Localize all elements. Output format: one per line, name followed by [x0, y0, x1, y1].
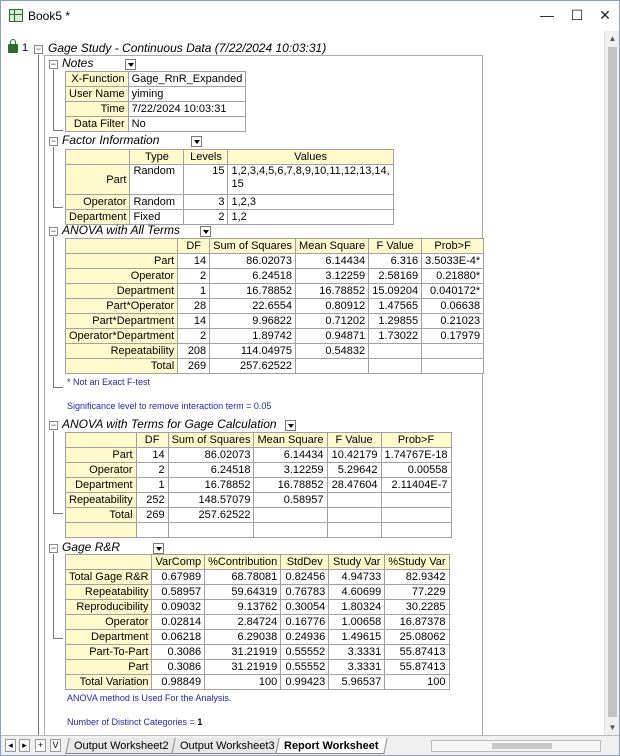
row-label: Reproducibility	[66, 600, 152, 615]
gage-rr-title: Gage R&R	[62, 540, 121, 554]
cell[interactable]: 0.94871	[296, 329, 369, 344]
cell[interactable]: 100	[205, 675, 281, 690]
cell[interactable]: 4.94733	[329, 570, 385, 585]
col-header: VarComp	[152, 555, 205, 570]
anova-gage-table	[65, 432, 452, 538]
cell[interactable]	[228, 165, 393, 195]
cell[interactable]: 252	[136, 493, 168, 508]
prev-sheet-icon[interactable]: ◂	[5, 739, 16, 752]
col-header: Mean Square	[296, 239, 369, 254]
lock-icon	[8, 44, 18, 53]
gage-rr-method-note: ANOVA method is Used For the Analysis.	[67, 693, 232, 703]
cell[interactable]: 3.3331	[329, 660, 385, 675]
cell[interactable]: 0.21880*	[422, 269, 484, 284]
cell[interactable]: 148.57079	[168, 493, 254, 508]
anova-all-dropdown-icon[interactable]	[200, 226, 211, 237]
cell[interactable]: 59.64319	[205, 585, 281, 600]
cell[interactable]: 0.82456	[281, 570, 329, 585]
cell[interactable]	[381, 508, 451, 523]
anova-all-table	[65, 238, 484, 374]
cell[interactable]: 1	[136, 478, 168, 493]
cell[interactable]: 1,2	[228, 210, 393, 225]
row-number: 1	[22, 42, 29, 54]
cell[interactable]: 269	[178, 359, 210, 374]
cell[interactable]: 0.3086	[152, 645, 205, 660]
cell[interactable]: 3.12259	[254, 463, 327, 478]
notes-dropdown-icon[interactable]	[125, 59, 136, 70]
col-header: Prob>F	[381, 433, 451, 448]
notes-label: Data Filter	[66, 117, 129, 132]
tab-output-worksheet2[interactable]	[65, 738, 177, 754]
cell[interactable]: 0.06218	[152, 630, 205, 645]
factor-info-table	[65, 149, 394, 225]
title-bar[interactable]	[1, 1, 619, 31]
notes-title: Notes	[62, 56, 94, 70]
cell[interactable]: 269	[136, 508, 168, 523]
cell[interactable]: 3.3331	[329, 645, 385, 660]
cell[interactable]: 5.29642	[327, 463, 381, 478]
cell[interactable]: 1.73022	[369, 329, 422, 344]
notes-value[interactable]: No	[128, 117, 246, 132]
categories-value: 1	[197, 717, 203, 727]
cell[interactable]: 0.80912	[296, 299, 369, 314]
horizontal-scrollbar[interactable]	[431, 740, 601, 752]
cell[interactable]: 0.71202	[296, 314, 369, 329]
col-header: Values	[228, 150, 393, 165]
cell[interactable]: 0.67989	[152, 570, 205, 585]
values-line: 1,2,3,4,5,6,7,8,9,10,11,12,13,14,	[231, 165, 390, 177]
cell[interactable]	[296, 359, 369, 374]
gage-rr-dropdown-icon[interactable]	[153, 543, 164, 554]
workbook-icon	[9, 9, 23, 22]
collapse-notes-toggle[interactable]: −	[50, 59, 57, 69]
cell[interactable]: 100	[385, 675, 449, 690]
cell[interactable]: 31.21919	[205, 645, 281, 660]
row-label: Part	[66, 448, 137, 463]
col-header: Mean Square	[254, 433, 327, 448]
cell[interactable]: 30.2285	[385, 600, 449, 615]
cell[interactable]	[422, 359, 484, 374]
row-label: Operator*Department	[66, 329, 178, 344]
notes-label: User Name	[66, 87, 129, 102]
cell[interactable]	[422, 344, 484, 359]
row-label: Total Gage R&R	[66, 570, 152, 585]
cell[interactable]: 0.3086	[152, 660, 205, 675]
row-label: Operator	[66, 195, 130, 210]
row-label: Operator	[66, 615, 152, 630]
vertical-scrollbar[interactable]	[604, 31, 619, 735]
cell[interactable]: 3	[184, 195, 228, 210]
cell[interactable]: 1.00658	[329, 615, 385, 630]
cell[interactable]: 0.76783	[281, 585, 329, 600]
cell[interactable]: 15	[184, 165, 228, 195]
cell[interactable]: 1.47565	[369, 299, 422, 314]
cell[interactable]: 6.14434	[296, 254, 369, 269]
col-header: DF	[178, 239, 210, 254]
cell[interactable]: 2.11404E-7	[381, 478, 451, 493]
collapse-report-toggle[interactable]: −	[35, 44, 42, 54]
row-label: Operator	[66, 269, 178, 284]
cell[interactable]: 1.89742	[210, 329, 296, 344]
scroll-thumb[interactable]	[608, 47, 617, 717]
cell[interactable]: 9.13762	[205, 600, 281, 615]
factor-info-dropdown-icon[interactable]	[191, 136, 202, 147]
cell[interactable]: 0.040172*	[422, 284, 484, 299]
cell[interactable]: 2.84724	[205, 615, 281, 630]
cell[interactable]: 68.78081	[205, 570, 281, 585]
cell[interactable]	[369, 359, 422, 374]
maximize-button[interactable]: ☐	[570, 7, 584, 23]
cell[interactable]: 0.09032	[152, 600, 205, 615]
cell[interactable]: 0.16776	[281, 615, 329, 630]
row-label: Department	[66, 284, 178, 299]
cell[interactable]: 6.14434	[254, 448, 327, 463]
row-label: Department	[66, 478, 137, 493]
cell[interactable]: 0.21023	[422, 314, 484, 329]
collapse-anova-all-toggle[interactable]: −	[50, 226, 57, 236]
cell[interactable]: 16.78852	[168, 478, 254, 493]
col-header: F Value	[327, 433, 381, 448]
cell[interactable]: 25.08062	[385, 630, 449, 645]
cell[interactable]: 1.80324	[329, 600, 385, 615]
cell[interactable]	[327, 493, 381, 508]
cell[interactable]	[327, 508, 381, 523]
cell[interactable]: Fixed	[130, 210, 184, 225]
scroll-up-icon[interactable]: ▲	[608, 34, 617, 43]
gage-rr-table	[65, 554, 450, 690]
anova-gage-title: ANOVA with Terms for Gage Calculation	[62, 417, 277, 431]
col-header: %Contribution	[205, 555, 281, 570]
cell[interactable]: 86.02073	[210, 254, 296, 269]
cell[interactable]: 6.29038	[205, 630, 281, 645]
cell[interactable]: 0.58957	[152, 585, 205, 600]
cell[interactable]: 0.99423	[281, 675, 329, 690]
cell[interactable]: 14	[136, 448, 168, 463]
cell[interactable]: 257.62522	[210, 359, 296, 374]
cell[interactable]: 55.87413	[385, 660, 449, 675]
minimize-button[interactable]: —	[540, 7, 554, 23]
cell[interactable]: 9.96822	[210, 314, 296, 329]
cell[interactable]: 208	[178, 344, 210, 359]
cell[interactable]: Random	[130, 195, 184, 210]
cell[interactable]: 22.6554	[210, 299, 296, 314]
cell[interactable]: 1.49615	[329, 630, 385, 645]
tab-report-worksheet[interactable]	[275, 738, 387, 754]
row-label: Department	[66, 210, 130, 225]
cell[interactable]: 3.5033E-4*	[422, 254, 484, 269]
anova-all-significance-note: Significance level to remove interaction term = 0.05	[67, 401, 272, 411]
cell[interactable]: Random	[130, 165, 184, 195]
sheet-tab-bar	[1, 735, 619, 755]
col-header: Levels	[184, 150, 228, 165]
row-label: Part	[66, 660, 152, 675]
cell[interactable]: 14	[178, 314, 210, 329]
col-header: DF	[136, 433, 168, 448]
col-header: StdDev	[281, 555, 329, 570]
values-line: 15	[231, 178, 244, 190]
cell[interactable]	[381, 493, 451, 508]
cell[interactable]: 16.78852	[254, 478, 327, 493]
report-title: Gage Study - Continuous Data (7/22/2024 10:03:31)	[48, 41, 327, 55]
close-button[interactable]: ✕	[599, 7, 611, 23]
cell[interactable]: 0.24936	[281, 630, 329, 645]
notes-label: X-Function	[66, 72, 129, 87]
collapse-gage-rr-toggle[interactable]: −	[50, 543, 57, 553]
col-header: Prob>F	[422, 239, 484, 254]
cell[interactable]: 1	[178, 284, 210, 299]
collapse-anova-gage-toggle[interactable]: −	[50, 420, 57, 430]
cell[interactable]: 28.47604	[327, 478, 381, 493]
cell[interactable]: 114.04975	[210, 344, 296, 359]
add-sheet-icon[interactable]: +	[35, 739, 46, 752]
col-header: Type	[130, 150, 184, 165]
row-label: Total	[66, 508, 137, 523]
report-sheet	[1, 31, 619, 735]
scroll-down-icon[interactable]: ▼	[608, 723, 617, 732]
cell[interactable]: 16.87378	[385, 615, 449, 630]
cell[interactable]: 257.62522	[168, 508, 254, 523]
notes-value[interactable]: Gage_RnR_Expanded	[128, 72, 246, 87]
row-label: Repeatability	[66, 344, 178, 359]
anova-all-footnote: * Not an Exact F-test	[67, 377, 151, 387]
cell[interactable]	[254, 508, 327, 523]
cell[interactable]: 2	[184, 210, 228, 225]
factor-info-title: Factor Information	[62, 133, 160, 147]
window-title: Book5 *	[28, 9, 71, 23]
row-label: Total Variation	[66, 675, 152, 690]
cell[interactable]: 6.24518	[168, 463, 254, 478]
cell[interactable]: 14	[178, 254, 210, 269]
cell[interactable]: 0.02814	[152, 615, 205, 630]
row-label: Operator	[66, 463, 137, 478]
row-label: Repeatability	[66, 585, 152, 600]
hscroll-thumb[interactable]	[492, 743, 552, 749]
cell[interactable]: 1,2,3	[228, 195, 393, 210]
cell[interactable]: 0.17979	[422, 329, 484, 344]
cell[interactable]: 3.12259	[296, 269, 369, 284]
cell[interactable]: 10.42179	[327, 448, 381, 463]
next-sheet-icon[interactable]: ▸	[19, 739, 30, 752]
notes-value[interactable]: yiming	[128, 87, 246, 102]
cell[interactable]: 86.02073	[168, 448, 254, 463]
row-label: Part-To-Part	[66, 645, 152, 660]
cell[interactable]: 82.9342	[385, 570, 449, 585]
tab-label: Report Worksheet	[284, 740, 379, 752]
cell[interactable]: 0.55552	[281, 645, 329, 660]
cell[interactable]: 6.316	[369, 254, 422, 269]
cell[interactable]: 0.30054	[281, 600, 329, 615]
cell[interactable]: 4.60699	[329, 585, 385, 600]
cell[interactable]: 2	[178, 329, 210, 344]
row-label: Department	[66, 630, 152, 645]
anova-all-title: ANOVA with All Terms	[62, 223, 181, 237]
cell[interactable]: 2	[136, 463, 168, 478]
col-header: F Value	[369, 239, 422, 254]
row-label: Part*Operator	[66, 299, 178, 314]
cell[interactable]: 0.55552	[281, 660, 329, 675]
cell[interactable]: 0.06638	[422, 299, 484, 314]
cell[interactable]: 0.54832	[296, 344, 369, 359]
row-label: Part	[66, 254, 178, 269]
cell[interactable]: 2.58169	[369, 269, 422, 284]
sheet-list-icon[interactable]: V	[50, 739, 61, 752]
cell[interactable]: 55.87413	[385, 645, 449, 660]
cell[interactable]: 16.78852	[210, 284, 296, 299]
notes-table	[65, 71, 246, 132]
col-header: Sum of Squares	[168, 433, 254, 448]
categories-label: Number of Distinct Categories =	[67, 717, 198, 727]
row-label: Part	[66, 165, 130, 195]
notes-value[interactable]: 7/22/2024 10:03:31	[128, 102, 246, 117]
tab-label: Output Worksheet3	[180, 740, 275, 752]
cell[interactable]: 15.09204	[369, 284, 422, 299]
cell[interactable]: 5.96537	[329, 675, 385, 690]
gage-rr-categories-note	[67, 717, 202, 727]
cell[interactable]: 77.229	[385, 585, 449, 600]
cell[interactable]: 0.98849	[152, 675, 205, 690]
cell[interactable]: 28	[178, 299, 210, 314]
row-label: Total	[66, 359, 178, 374]
cell[interactable]: 6.24518	[210, 269, 296, 284]
cell[interactable]: 16.78852	[296, 284, 369, 299]
row-label: Part*Department	[66, 314, 178, 329]
cell[interactable]: 2	[178, 269, 210, 284]
col-header: Sum of Squares	[210, 239, 296, 254]
cell[interactable]: 1.74767E-18	[381, 448, 451, 463]
cell[interactable]: 0.00558	[381, 463, 451, 478]
anova-gage-dropdown-icon[interactable]	[285, 420, 296, 431]
cell[interactable]: 0.58957	[254, 493, 327, 508]
tab-output-worksheet3[interactable]	[171, 738, 283, 754]
col-header: %Study Var	[385, 555, 449, 570]
col-header: Study Var	[329, 555, 385, 570]
cell[interactable]: 31.21919	[205, 660, 281, 675]
notes-label: Time	[66, 102, 129, 117]
collapse-factor-toggle[interactable]: −	[50, 136, 57, 146]
cell[interactable]: 1.29855	[369, 314, 422, 329]
tab-label: Output Worksheet2	[74, 740, 169, 752]
row-label: Repeatability	[66, 493, 137, 508]
cell[interactable]	[369, 344, 422, 359]
